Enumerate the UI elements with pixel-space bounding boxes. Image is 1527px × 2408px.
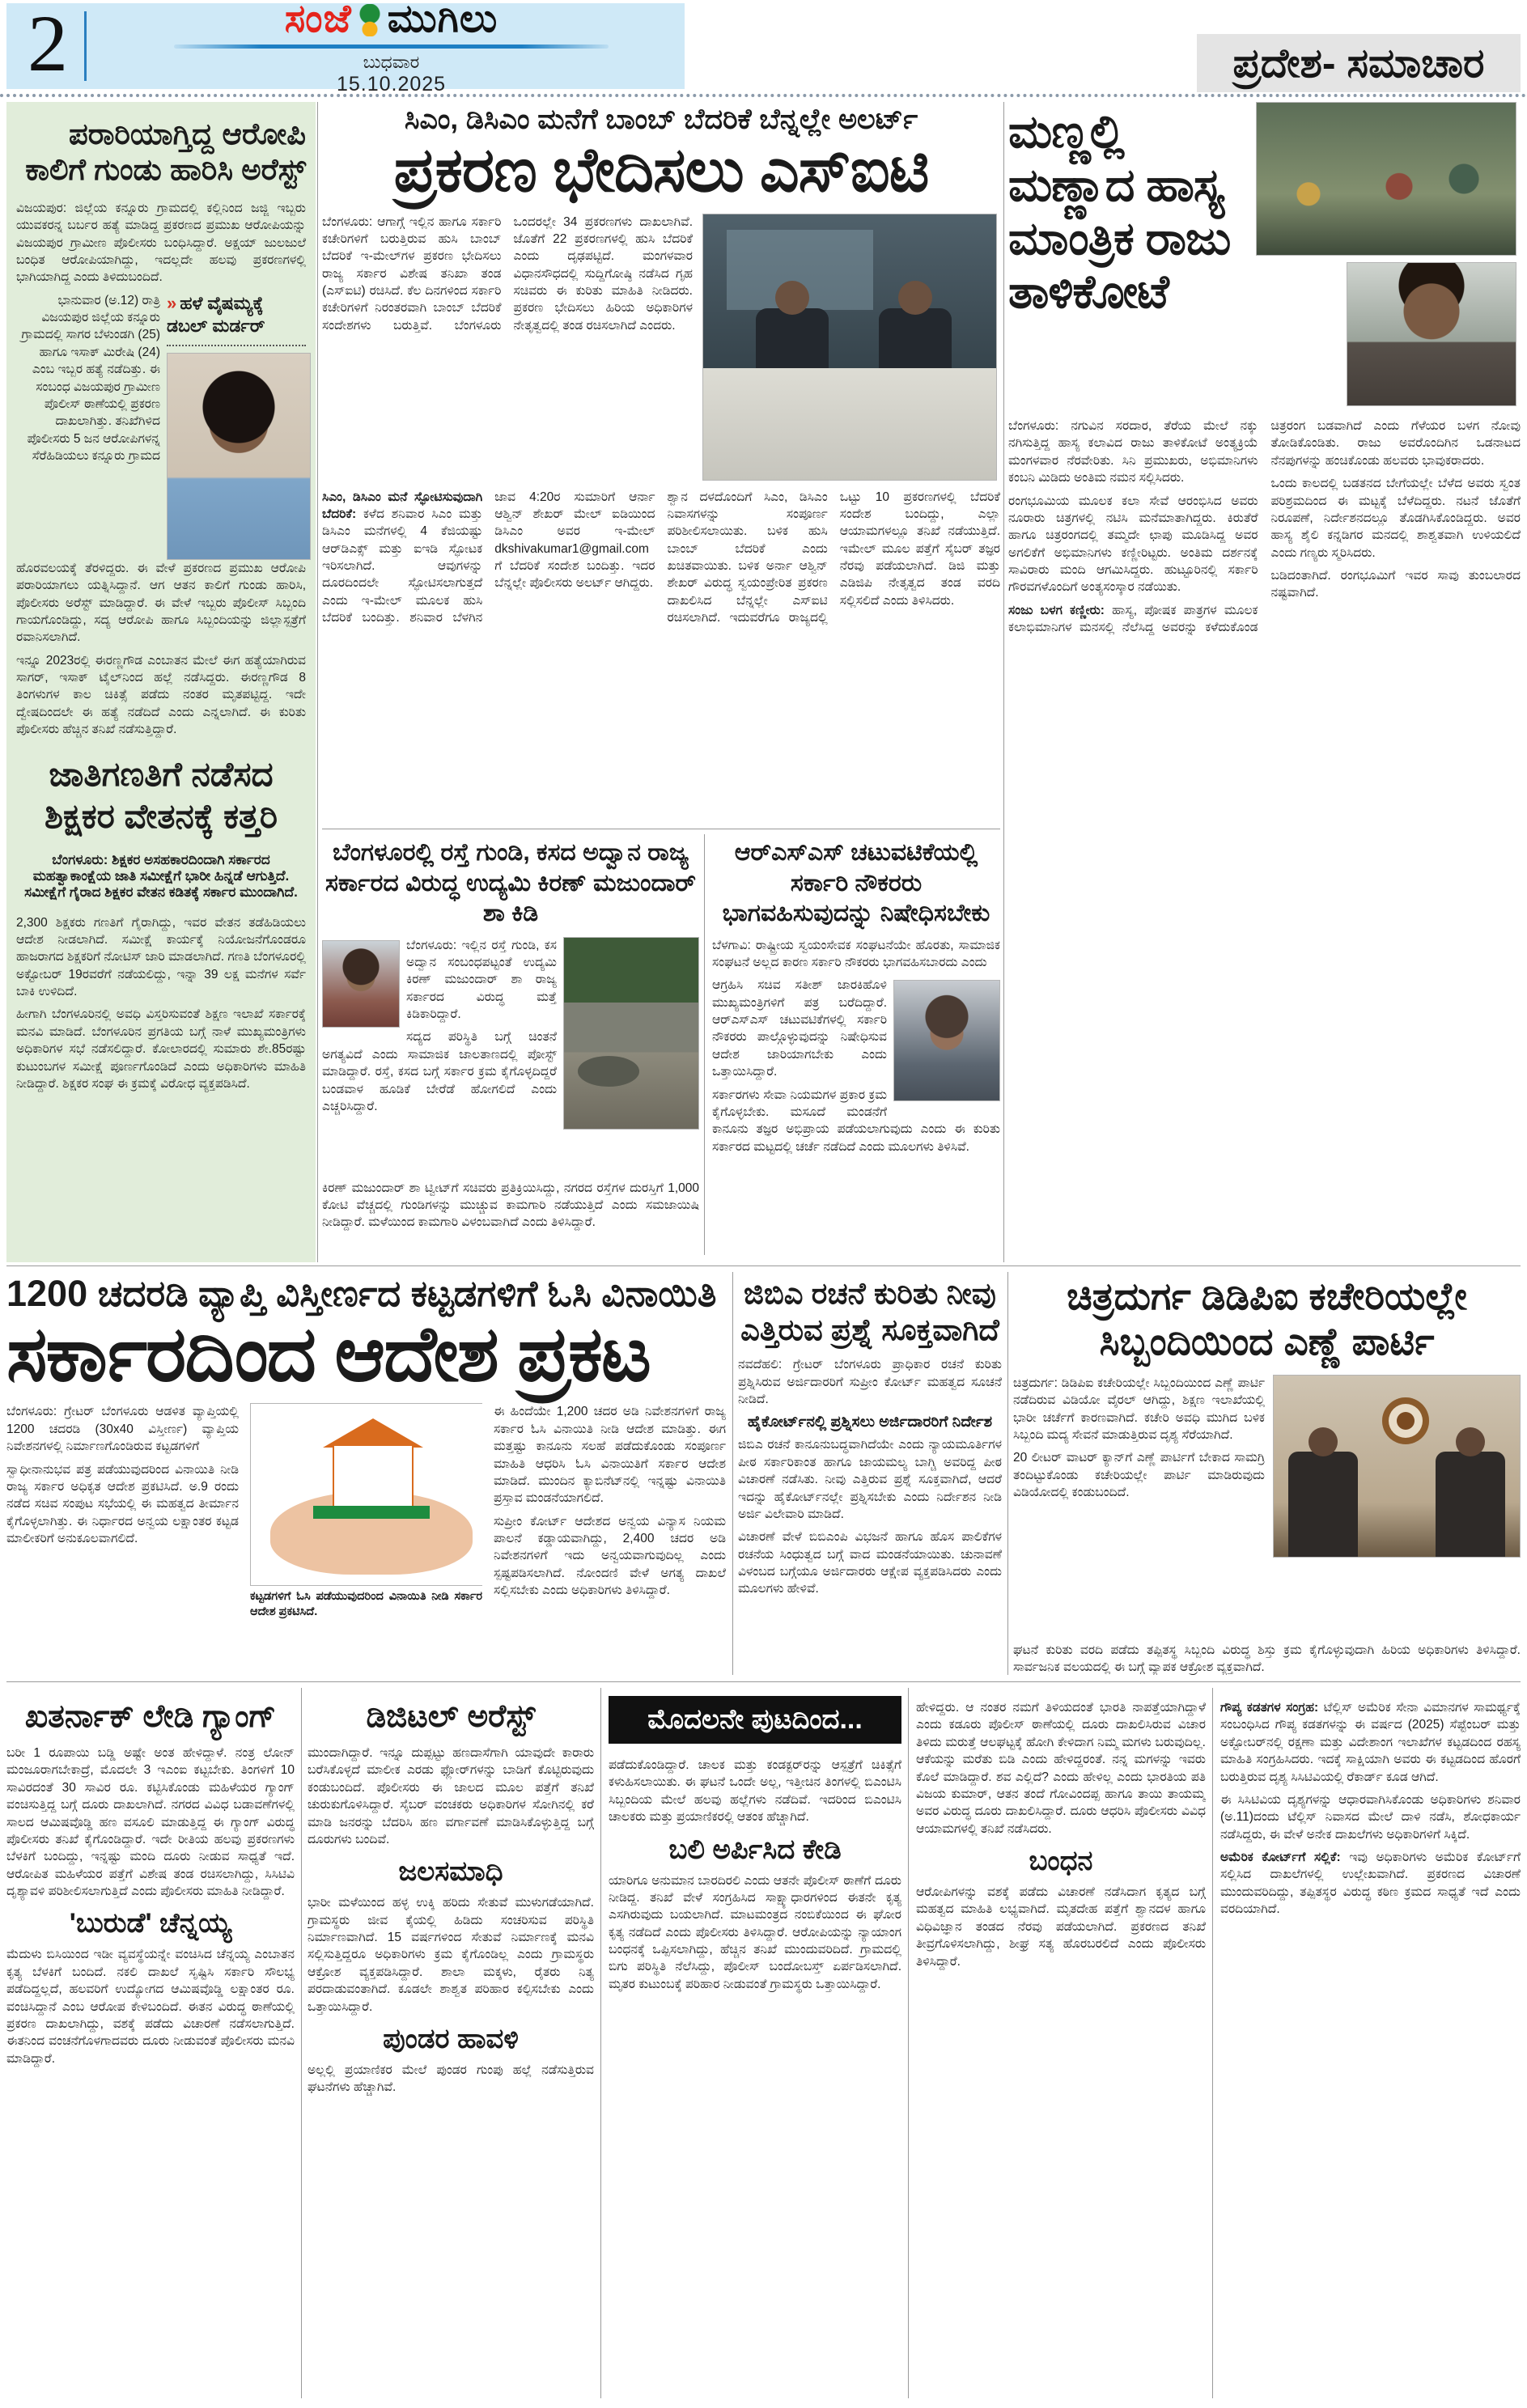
date: 15.10.2025 <box>336 72 447 95</box>
sit-intro-columns <box>322 214 693 481</box>
raju-photos <box>1256 102 1516 406</box>
d3-body1: 20 ಲೀಟರ್ ವಾಟರ್ ಕ್ಯಾನ್‌ಗೆ ಎಣ್ಣೆ ಪಾರ್ಟಿಗೆ ಬೇಕಾದ ಸಾಮಗ್ರಿ ತಂದಿಟ್ಟುಕೊಂಡು ಕಚೇರಿಯಲ್ಲೇ ಪಾರ್ಟಿ ಮಾಡಿರುವುದು ವಿಡಿಯೋದಲ್ಲಿ ಕಂಡುಬಂದಿದೆ. <box>1013 1451 1265 1500</box>
funeral-crowd-photo <box>1256 102 1516 256</box>
sit-body1-text: ಕಳೆದ ಶನಿವಾರ ಸಿಎಂ ಮತ್ತು ಡಿಸಿಎಂ ಮನೆಗಳಲ್ಲಿ 4 ಕೆಜಿಯಷ್ಟು ಆರ್‌ಡಿಎಕ್ಸ್ ಮತ್ತು ಐಇಡಿ ಸ್ಫೋಟಕ ಇರಿಸಲಾಗಿದೆ. ಆವುಗಳನ್ನು ದೂರದಿಂದಲೇ ಸ್ಫೋಟಿಸಲಾಗುತ್ತದೆ ಎಂದು ಇ-ಮೇಲ್ ಮೂಲಕ ಹುಸಿ ಬೆದರಿಕೆ ಬಂದಿತ್ತು. ಶನಿವಾರ ಬೆಳಗಿನ ಜಾವ 4:20ರ ಸುಮಾರಿಗೆ ಆರ್ನಾ ಆಶ್ವಿನ್ ಶೇಖರ್ ಮೇಲ್ ಐಡಿಯಿಂದ ಡಿಸಿಎಂ ಅವರ ಇ-ಮೇಲ್ dkshivakumar1@gmail.com ಗೆ ಬೆದರಿಕೆ ಸಂದೇಶ ಬಂದಿತ್ತು. ಇದರ ಬೆನ್ನಲ್ಲೇ ಪೊಲೀಸರು ಅಲರ್ಟ್ ಆಗಿದ್ದರು. <box>322 490 655 625</box>
e5-body3 <box>1220 1849 1521 1918</box>
section-label: ಪ್ರದೇಶ- ಸಮಾಚಾರ <box>1197 34 1521 92</box>
d1-col3 <box>494 1403 726 1670</box>
article-digital-arrest <box>308 1688 594 2398</box>
logo-underline <box>174 45 609 49</box>
sit-kicker: ಸಿಎಂ, ಡಿಸಿಎಂ ಮನೆಗೆ ಬಾಂಬ್ ಬೆದರಿಕೆ ಬೆನ್ನಲ್ಲೇ ಅಲರ್ಟ್ <box>404 104 918 135</box>
logo-word-black: ಮುಗಿಲು <box>387 0 498 40</box>
e3-body1: ಪಡೆದುಕೊಂಡಿದ್ದಾರೆ. ಚಾಲಕ ಮತ್ತು ಕಂಡಕ್ಟರ್‌ರನ್ನು ಆಸ್ಪತ್ರೆಗೆ ಚಿಕಿತ್ಸೆಗೆ ಕಳುಹಿಸಲಾಯಿತು. ಈ ಘಟನೆ ಒಂದೇ ಅಲ್ಲ, ಇತ್ತೀಚಿನ ತಿಂಗಳಲ್ಲಿ ಬಿಎಂಟಿಸಿ ಸಿಬ್ಬಂದಿಯ ಮೇಲೆ ಹಲವು ಹಲ್ಲೆಗಳು ನಡೆದಿವೆ. ಇದರಿಂದ ಬಿಎಂಟಿಸಿ ಚಾಲಕರು ಮತ್ತು ಪ್ರಯಾಣಿಕರಲ್ಲಿ ಆತಂಕ ಹೆಚ್ಚಾಗಿದೆ. <box>609 1758 901 1825</box>
e2-body1: ಮುಂದಾಗಿದ್ದಾರೆ. ಇನ್ನೂ ದುಪ್ಪಟ್ಟು ಹಣದಾಸೆಗಾಗಿ ಯಾವುದೇ ಕಾರಾರು ಬರೆಸಿಕೊಳ್ಳದೆ ಮಾಲೀಕ ಎರಡು ಫ್ಲೋರ್‌ಗಳನ್ನು ಬಾಡಿಗೆ ಕೊಟ್ಟಿರುವುದು ಕಂಡುಬಂದಿದೆ. ಪೊಲೀಸರು ಈ ಜಾಲದ ಮೂಲ ಪತ್ತೆಗೆ ತನಿಖೆ ಚುರುಕುಗೊಳಿಸಿದ್ದಾರೆ. ಸೈಬರ್ ವಂಚಕರು ಅಧಿಕಾರಿಗಳ ಸೋಗಿನಲ್ಲಿ ಕರೆ ಮಾಡಿ ಜನರನ್ನು ಬೆದರಿಸಿ ಹಣ ವರ್ಗಾವಣೆ ಮಾಡಿಸಿಕೊಳ್ಳುತ್ತಿದ್ದ ಬಗ್ಗೆ ದೂರುಗಳು ಬಂದಿವೆ. <box>308 1746 594 1846</box>
a1-headline: ಪರಾರಿಯಾಗ್ತಿದ್ದ ಆರೋಪಿ ಕಾಲಿಗೆ ಗುಂಡು ಹಾರಿಸಿ ಅರೆಸ್ಟ್ <box>25 117 306 187</box>
column-rule <box>1007 1272 1008 1675</box>
d1-col2 <box>250 1403 482 1670</box>
d3-content <box>1013 1375 1521 1642</box>
palm-sunrise-icon <box>354 4 386 36</box>
b2-lead: ಬೆಂಗಳೂರು: ಇಲ್ಲಿನ ರಸ್ತೆ ಗುಂಡಿ, ಕಸ ಅದ್ವಾನ ಸಂಬಂಧಪಟ್ಟಂತೆ ಉದ್ಯಮಿ ಕಿರಣ್ ಮಜುಂದಾರ್ ಶಾ ರಾಜ್ಯ ಸರ್ಕಾರದ ವಿರುದ್ಧ ಮತ್ತೆ ಕಿಡಿಕಾರಿದ್ದಾರೆ. <box>406 938 557 1021</box>
a1-body1: ಭಾನುವಾರ (ಅ.12) ರಾತ್ರಿ ವಿಜಯಪುರ ಜಿಲ್ಲೆಯ ಕನ್ನೂರು ಗ್ರಾಮದಲ್ಲಿ ಸಾಗರ ಬೆಳುಂಡಗಿ (25) ಹಾಗೂ ಇಸಾಕ್ ಮಿರೇಷಿ (24) ಎಂಬ ಇಬ್ಬರ ಹತ್ಯೆ ನಡೆದಿತ್ತು. ಈ ಸಂಬಂಧ ವಿಜಯಪುರ ಗ್ರಾಮೀಣ ಪೊಲೀಸ್ ಠಾಣೆಯಲ್ಲಿ ಪ್ರಕರಣ ದಾಖಲಾಗಿತ್ತು. ತನಿಖೆಗಿಳಿದ ಪೊಲೀಸರು 5 ಜನ ಆರೋಪಿಗಳನ್ನ ಸೆರೆಹಿಡಿಯಲು ಕನ್ನೂರು ಗ್ರಾಮದ <box>21 293 160 464</box>
accused-portrait-photo <box>167 353 311 560</box>
column-rule <box>1003 102 1004 1262</box>
e5-body2: ಈ ಸಿಸಿಟಿವಿಯ ದೃಶ್ಯಗಳನ್ನು ಆಧಾರವಾಗಿಸಿಕೊಂಡು ಅಧಿಕಾರಿಗಳು ಶನಿವಾರ (ಅ.11)ದಂದು ಟೆಲ್ಲಿಸ್ ನಿವಾಸದ ಮೇಲೆ ದಾಳಿ ನಡೆಸಿ, ಶೋಧಕಾರ್ಯ ನಡೆಸಿದ್ದರು, ಈ ವೇಳೆ ಅನೇಕ ದಾಖಲೆಗಳು ಅಧಿಕಾರಿಗಳಿಗೆ ಸಿಕ್ಕಿದೆ. <box>1220 1792 1521 1842</box>
weekday: ಬುಧವಾರ <box>363 51 420 72</box>
pull-quote-text: ಹಳೆ ವೈಷಮ್ಯಕ್ಕೆ ಡಬಲ್ ಮರ್ಡರ್ <box>167 292 265 337</box>
page-number: 2 <box>28 0 68 88</box>
column-rule <box>704 834 705 1255</box>
newspaper-logo <box>98 0 685 96</box>
e3-subhead: ಬಲಿ ಅರ್ಪಿಸಿದ ಕೇಡಿ <box>668 1834 842 1865</box>
sit-intro: ಬೆಂಗಳೂರು: ಆಗಾಗ್ಗೆ ಇಲ್ಲಿನ ಹಾಗೂ ಸರ್ಕಾರಿ ಕಚೇರಿಗಳಿಗೆ ಬರುತ್ತಿರುವ ಹುಸಿ ಬಾಂಬ್ ಬೆದರಿಕೆ ಇ-ಮೇಲ್‌ಗಳ ಪ್ರಕರಣ ಭೇದಿಸಲು ರಾಜ್ಯ ಸರ್ಕಾರ ವಿಶೇಷ ತನಿಖಾ ತಂಡ (ಎಸ್‌ಐಟಿ) ರಚಿಸಿದೆ. ಕೆಲ ದಿನಗಳಿಂದ ಸರ್ಕಾರಿ ಕಚೇರಿಗಳಿಗೆ ನಿರಂತರವಾಗಿ ಬಾಂಬ್ ಬೆದರಿಕೆ ಸಂದೇಶಗಳು ಬರುತ್ತಿವೆ. ಬೆಂಗಳೂರು ಒಂದರಲ್ಲೇ 34 ಪ್ರಕರಣಗಳು ದಾಖಲಾಗಿವೆ. ಜೊತೆಗೆ 22 ಪ್ರಕರಣಗಳಲ್ಲಿ ಹುಸಿ ಬೆದರಿಕೆ ಎಂದು ದೃಢಪಟ್ಟಿದೆ. ಮಂಗಳವಾರ ವಿಧಾನಸೌಧದಲ್ಲಿ ಸುದ್ದಿಗೋಷ್ಠಿ ನಡೆಸಿದ ಗೃಹ ಸಚಿವರು ಈ ಕುರಿತು ಮಾಹಿತಿ ನೀಡಿದರು. ಪ್ರಕರಣ ಭೇದಿಸಲು ಹಿರಿಯ ಅಧಿಕಾರಿಗಳ ನೇತೃತ್ವದಲ್ಲಿ ತಂಡ ರಚಿಸಲಾಗಿದೆ ಎಂದರು. <box>322 214 693 333</box>
raju-headline: ಮಣ್ಣಲ್ಲಿ ಮಣ್ಣಾದ ಹಾಸ್ಯ ಮಾಂತ್ರಿಕ ರಾಜು ತಾಳಿಕೋಟೆ <box>1008 106 1231 319</box>
continued-from-page-one <box>609 1688 901 2398</box>
dcm-figure <box>756 308 829 368</box>
masthead-divider <box>84 11 87 81</box>
sit-body2: ಶ್ವಾನ ದಳದೊಂದಿಗೆ ಸಿಎಂ, ಡಿಸಿಎಂ ನಿವಾಸಗಳನ್ನು ಸಂಪೂರ್ಣ ಪರಿಶೀಲಿಸಲಾಯಿತು. ಬಳಿಕ ಹುಸಿ ಬಾಂಬ್ ಬೆದರಿಕೆ ಎಂದು ಖಚಿತವಾಯಿತು. ಬಳಿಕ ಅರ್ನಾ ಆಶ್ವಿನ್ ಶೇಖರ್ ವಿರುದ್ಧ ಸ್ವಯಂಪ್ರೇರಿತ ಪ್ರಕರಣ ದಾಖಲಿಸಿದ ಬೆನ್ನಲ್ಲೇ ಎಸ್‌ಐಟಿ ರಚಿಸಲಾಗಿದೆ. ಇದುವರೆಗೂ ರಾಜ್ಯದಲ್ಲಿ ಒಟ್ಟು 10 ಪ್ರಕರಣಗಳಲ್ಲಿ ಬೆದರಿಕೆ ಸಂದೇಶ ಬಂದಿದ್ದು, ಎಲ್ಲಾ ಆಯಾಮಗಳಲ್ಲೂ ತನಿಖೆ ನಡೆಯುತ್ತಿದೆ. ಇಮೇಲ್ ಮೂಲ ಪತ್ತೆಗೆ ಸೈಬರ್ ತಜ್ಞರ ನೆರವು ಪಡೆಯಲಾಗಿದೆ. ಡಿಜಿ ಮತ್ತು ಎಡಿಜಿಪಿ ನೇತೃತ್ವದ ತಂಡ ವರದಿ ಸಲ್ಲಿಸಲಿದೆ ಎಂದು ತಿಳಿಸಿದರು. <box>667 490 1000 625</box>
d1-headline: ಸರ್ಕಾರದಿಂದ ಆದೇಶ ಪ್ರಕಟ <box>6 1311 650 1397</box>
d1-body2: ಈ ಹಿಂದೆಯೇ 1,200 ಚದರ ಅಡಿ ನಿವೇಶನಗಳಿಗೆ ರಾಜ್ಯ ಸರ್ಕಾರ ಓಸಿ ವಿನಾಯಿತಿ ನೀಡಿ ಆದೇಶ ಮಾಡಿತ್ತು. ಈಗ ಮತ್ತಷ್ಟು ಕಾನೂನು ಸಲಹೆ ಪಡೆದುಕೊಂಡು ಸಂಪೂರ್ಣ ಮಾಹಿತಿ ಆಧರಿಸಿ ಓಸಿ ವಿನಾಯಿತಿಗೆ ಸರ್ಕಾರ ಆದೇಶ ಮಾಡಿದೆ. ಮುಂದಿನ ಕ್ಯಾಬಿನೆಟ್‌ನಲ್ಲಿ ಇನ್ನಷ್ಟು ವಿನಾಯಿತಿ ಪ್ರಸ್ತಾವ ಮಂಡನೆಯಾಗಲಿದೆ. <box>494 1405 726 1506</box>
b2-body2: ಕಿರಣ್ ಮಜುಂದಾರ್ ಶಾ ಟ್ವೀಟ್‌ಗೆ ಸಚಿವರು ಪ್ರತಿಕ್ರಿಯಿಸಿದ್ದು, ನಗರದ ರಸ್ತೆಗಳ ದುರಸ್ತಿಗೆ 1,000 ಕೋಟಿ ವೆಚ್ಚದಲ್ಲಿ ಗುಂಡಿಗಳನ್ನು ಮುಚ್ಚುವ ಕಾಮಗಾರಿ ನಡೆಯುತ್ತಿದೆ ಎಂದು ಸಮಜಾಯಿಷಿ ನೀಡಿದ್ದಾರೆ. ಮಳೆಯಿಂದ ಕಾಮಗಾರಿ ವಿಳಂಬವಾಗಿದೆ ಎಂದು ತಿಳಿಸಿದ್ದಾರೆ. <box>322 1181 699 1230</box>
e1-body2: ಮೆದುಳು ಬಿಸಿಯಿಂದ ಇಡೀ ವ್ಯವಸ್ಥೆಯನ್ನೇ ವಂಚಿಸಿದ ಚೆನ್ನಯ್ಯ ಎಂಬಾತನ ಕೃತ್ಯ ಬೆಳಕಿಗೆ ಬಂದಿದೆ. ನಕಲಿ ದಾಖಲೆ ಸೃಷ್ಟಿಸಿ ಸರ್ಕಾರಿ ಸೌಲಭ್ಯ ಪಡೆದಿದ್ದಲ್ಲದೆ, ಹಲವರಿಗೆ ಉದ್ಯೋಗದ ಆಮಿಷವೊಡ್ಡಿ ಲಕ್ಷಾಂತರ ರೂ. ವಂಚಿಸಿದ್ದಾನೆ ಎಂಬ ಆರೋಪ ಕೇಳಿಬಂದಿದೆ. ಈತನ ವಿರುದ್ಧ ಠಾಣೆಯಲ್ಲಿ ಪ್ರಕರಣ ದಾಖಲಾಗಿದ್ದು, ವಶಕ್ಕೆ ಪಡೆದು ವಿಚಾರಣೆ ನಡೆಸಲಾಗುತ್ತಿದೆ. ಈತನಿಂದ ವಂಚನೆಗೊಳಗಾದವರು ದೂರು ನೀಡುವಂತೆ ಪೊಲೀಸರು ಮನವಿ ಮಾಡಿದ್ದಾರೆ. <box>6 1948 295 2066</box>
e1-subhead: 'ಬುರುಡೆ' ಚೆನ್ನಯ್ಯ <box>69 1908 232 1940</box>
row-rule <box>6 1265 1521 1266</box>
b3-content <box>712 977 1000 1155</box>
staff-figure-right <box>1436 1452 1505 1557</box>
e3-body2: ಯಾರಿಗೂ ಅನುಮಾನ ಬಾರದಿರಲಿ ಎಂದು ಆತನೇ ಪೊಲೀಸ್ ಠಾಣೆಗೆ ದೂರು ನೀಡಿದ್ದ. ತನಿಖೆ ವೇಳೆ ಸಂಗ್ರಹಿಸಿದ ಸಾಕ್ಷ್ಯಾಧಾರಗಳಿಂದ ಈತನೇ ಕೃತ್ಯ ಎಸಗಿರುವುದು ಬಯಲಾಗಿದೆ. ಮಾಟಮಂತ್ರದ ನಂಬಿಕೆಯಿಂದ ಈ ಘೋರ ಕೃತ್ಯ ನಡೆದಿದೆ ಎಂದು ಪೊಲೀಸರು ತಿಳಿಸಿದ್ದಾರೆ. ಆರೋಪಿಯನ್ನು ನ್ಯಾಯಾಂಗ ಬಂಧನಕ್ಕೆ ಒಪ್ಪಿಸಲಾಗಿದ್ದು, ಹೆಚ್ಚಿನ ತನಿಖೆ ಮುಂದುವರಿದಿದೆ. ಗ್ರಾಮದಲ್ಲಿ ಬಿಗು ಪರಿಸ್ಥಿತಿ ನೆಲೆಸಿದ್ದು, ಪೊಲೀಸ್ ಬಂದೋಬಸ್ತ್ ಏರ್ಪಡಿಸಲಾಗಿದೆ. ಮೃತರ ಕುಟುಂಬಕ್ಕೆ ಪರಿಹಾರ ನೀಡುವಂತೆ ಗ್ರಾಮಸ್ಥರು ಒತ್ತಾಯಿಸಿದ್ದಾರೆ. <box>609 1873 901 1991</box>
d2-lead: ನವದೆಹಲಿ: ಗ್ರೇಟರ್ ಬೆಂಗಳೂರು ಪ್ರಾಧಿಕಾರ ರಚನೆ ಕುರಿತು ಪ್ರಶ್ನಿಸಿರುವ ಅರ್ಜಿದಾರರಿಗೆ ಸುಪ್ರೀಂ ಕೋರ್ಟ್ ಮಹತ್ವದ ಸೂಚನೆ ನೀಡಿದೆ. <box>738 1358 1002 1406</box>
d2-body1: ಜಿಬಿಎ ರಚನೆ ಕಾನೂನುಬದ್ಧವಾಗಿದೆಯೇ ಎಂದು ನ್ಯಾಯಮೂರ್ತಿಗಳ ಪೀಠ ಸರ್ಕಾರಿಕಾಂತ ಹಾಗೂ ಜಾಯಮಲ್ಯ ಬಾಗ್ಚಿ ಅವರಿದ್ದ ಪೀಠ ವಿಚಾರಣೆ ನಡೆಸಿತು. ನೀವು ಎತ್ತಿರುವ ಪ್ರಶ್ನೆ ಸೂಕ್ತವಾಗಿದೆ, ಆದರೆ ಇದನ್ನು ಹೈಕೋರ್ಟ್‌ನಲ್ಲೇ ಪ್ರಶ್ನಿಸಬೇಕು ಎಂದು ನಿರ್ದೇಶನ ನೀಡಿ ಅರ್ಜಿ ವಿಲೇವಾರಿ ಮಾಡಿದೆ. <box>738 1438 1002 1521</box>
sit-runin: ಸಿಎಂ, ಡಿಸಿಎಂ ಮನೆ ಸ್ಫೋಟಿಸುವುದಾಗಿ ಬೆದರಿಕೆ: <box>322 490 483 521</box>
e2-subhead2: ಪುಂಡರ ಹಾವಳಿ <box>383 2023 519 2054</box>
continued-column-tellis <box>1220 1688 1521 2398</box>
house-in-hands-illustration <box>250 1403 482 1586</box>
raju-body2-text: ಹಾಸ್ಯ, ಪೋಷಕ ಪಾತ್ರಗಳ ಮೂಲಕ ಕಲಾಭಿಮಾನಿಗಳ ಮನಸಲ್ಲಿ ನೆಲೆಸಿದ್ದ ಅವರನ್ನು ಕಳೆದುಕೊಂಡ ಚಿತ್ರರಂಗ ಬಡವಾಗಿದೆ ಎಂದು ಗೆಳೆಯರ ಬಳಗ ನೋವು ತೋಡಿಕೊಂಡಿತು. ರಾಜು ಅವರೊಂದಿಗಿನ ಒಡನಾಟದ ನೆನಪುಗಳನ್ನು ಹಂಚಿಕೊಂಡು ಹಲವರು ಭಾವುಕರಾದರು. <box>1008 419 1521 635</box>
house-base-shape <box>313 1506 429 1519</box>
article-rss-ban <box>712 829 1000 1261</box>
b2-body1: ಸದ್ಯದ ಪರಿಸ್ಥಿತಿ ಬಗ್ಗೆ ಚಿಂತನೆ ಅಗತ್ಯವಿದೆ ಎಂದು ಸಾಮಾಜಿಕ ಜಾಲತಾಣದಲ್ಲಿ ಪೋಸ್ಟ್ ಮಾಡಿದ್ದಾರೆ. ರಸ್ತೆ, ಕಸದ ಬಗ್ಗೆ ಸರ್ಕಾರ ಕ್ರಮ ಕೈಗೊಳ್ಳದಿದ್ದರೆ ಬಂಡವಾಳ ಹೂಡಿಕೆ ಬೇರೆಡೆ ಹೋಗಲಿದೆ ಎಂದು ಎಚ್ಚರಿಸಿದ್ದಾರೆ. <box>322 1030 557 1113</box>
e2-subhead1: ಜಲಸಮಾಧಿ <box>398 1856 503 1888</box>
colB-lower <box>322 829 1000 1261</box>
a1-right-rail <box>167 292 306 560</box>
sit-headline: ಪ್ರಕರಣ ಭೇದಿಸಲು ಎಸ್‌ಐಟಿ <box>393 136 929 205</box>
e5-body1 <box>1220 1699 1521 1786</box>
column-rule <box>1212 1688 1213 2398</box>
sit-body1 <box>322 489 655 627</box>
e5-body1-text: ಟೆಲ್ಲಿಸ್ ಅಮೆರಿಕ ಸೇನಾ ವಿಮಾನಗಳ ಸಾಮರ್ಥ್ಯಕ್ಕೆ ಸಂಬಂಧಿಸಿದ ಗೌಪ್ಯ ಕಡತಗಳನ್ನು ಈ ವರ್ಷದ (2025) ಸೆಪ್ಟೆಂಬರ್ ಮತ್ತು ಅಕ್ಟೋಬರ್‌ನಲ್ಲಿ ರಕ್ಷಣಾ ಮತ್ತು ವಿದೇಶಾಂಗ ಇಲಾಖೆಗಳ ಕಟ್ಟಡದಿಂದ ರಹಸ್ಯ ಮಾಹಿತಿ ಸಂಗ್ರಹಿಸಿದರು. ಇದಕ್ಕೆ ಸಾಕ್ಷಿಯಾಗಿ ಅವರು ಈ ಕಟ್ಟಡದಿಂದ ಹೊರಗೆ ಬರುತ್ತಿರುವ ದೃಶ್ಯ ಸಿಸಿಟಿವಿಯಲ್ಲಿ ರೆಕಾರ್ಡ್ ಕೂಡ ಆಗಿದೆ. <box>1220 1701 1521 1784</box>
wall-clock-shape <box>1382 1397 1429 1444</box>
pull-quote <box>167 292 306 346</box>
d2-subhead: ಹೈಕೋರ್ಟ್‌ನಲ್ಲಿ ಪ್ರಶ್ನಿಸಲು ಅರ್ಜಿದಾರರಿಗೆ ನಿರ್ದೇಶ <box>747 1414 993 1431</box>
d1-kicker: 1200 ಚದರಡಿ ವ್ಯಾಪ್ತಿ ವಿಸ್ತೀರ್ಣದ ಕಟ್ಟಡಗಳಿಗೆ ಓಸಿ ವಿನಾಯಿತಿ <box>6 1273 717 1314</box>
article-ddpi-office-party <box>1013 1272 1521 1675</box>
minister-portrait-photo <box>893 980 1000 1101</box>
column-rule <box>600 1688 601 2398</box>
e5-body3-text: ಇವು ಅಧಿಕಾರಿಗಳು ಅಮೆರಿಕ ಕೋರ್ಟ್‌ಗೆ ಸಲ್ಲಿಸಿದ ದಾಖಲೆಗಳಲ್ಲಿ ಉಲ್ಲೇಖವಾಗಿದೆ. ಪ್ರಕರಣದ ವಿಚಾರಣೆ ಮುಂದುವರಿದಿದ್ದು, ತಪ್ಪಿತಸ್ಥರ ವಿರುದ್ಧ ಕಠಿಣ ಕ್ರಮದ ಸಾಧ್ಯತೆ ಇದೆ ಎಂದು ವರದಿಯಾಗಿದೆ. <box>1220 1851 1521 1917</box>
header-rule <box>0 94 1527 97</box>
pull-quote-marker-icon: » <box>167 292 177 313</box>
logo-title <box>98 0 685 42</box>
article-oc-exemption <box>6 1272 727 1675</box>
press-conference-photo <box>702 214 997 481</box>
kiran-shaw-portrait-photo <box>322 940 400 1028</box>
e4-body2: ಆರೋಪಿಗಳನ್ನು ವಶಕ್ಕೆ ಪಡೆದು ವಿಚಾರಣೆ ನಡೆಸಿದಾಗ ಕೃತ್ಯದ ಬಗ್ಗೆ ಮಹತ್ವದ ಮಾಹಿತಿ ಲಭ್ಯವಾಗಿದೆ. ಮೃತದೇಹ ಪತ್ತೆಗೆ ಶ್ವಾನದಳ ಹಾಗೂ ವಿಧಿವಿಜ್ಞಾನ ತಂಡದ ನೆರವು ಪಡೆಯಲಾಗಿದೆ. ಪ್ರಕರಣದ ತನಿಖೆ ತೀವ್ರಗೊಳಿಸಲಾಗಿದ್ದು, ಶೀಘ್ರ ಸತ್ಯ ಹೊರಬರಲಿದೆ ಎಂದು ಪೊಲೀಸರು ತಿಳಿಸಿದ್ದಾರೆ. <box>916 1885 1206 1969</box>
a2-body1: 2,300 ಶಿಕ್ಷಕರು ಗಣತಿಗೆ ಗೈರಾಗಿದ್ದು, ಇವರ ವೇತನ ತಡೆಹಿಡಿಯಲು ಆದೇಶ ನೀಡಲಾಗಿದೆ. ಸಮೀಕ್ಷೆ ಕಾರ್ಯಕ್ಕೆ ನಿಯೋಜನೆಗೊಂಡರೂ ಹಾಜರಾಗದ ಶಿಕ್ಷಕರಿಗೆ ನೋಟಿಸ್ ಜಾರಿ ಮಾಡಲಾಗಿದೆ. ಗಣತಿ ಬೆಂಗಳೂರಲ್ಲಿ ಅಕ್ಟೋಬರ್ 19ರವರೆಗೆ ನಡೆಯಲಿದ್ದು, ಇನ್ನಾ 39 ಲಕ್ಷ ಮನೆಗಳ ಸರ್ವೆ ಬಾಕಿ ಉಳಿದಿದೆ. <box>16 915 306 999</box>
office-party-photo <box>1273 1375 1521 1558</box>
d2-body2: ವಿಚಾರಣೆ ವೇಳೆ ಬಿಬಿಎಂಪಿ ವಿಭಜನೆ ಹಾಗೂ ಹೊಸ ಪಾಲಿಕೆಗಳ ರಚನೆಯ ಸಿಂಧುತ್ವದ ಬಗ್ಗೆ ವಾದ ಮಂಡನೆಯಾಯಿತು. ಚುನಾವಣೆ ವಿಳಂಬದ ಬಗ್ಗೆಯೂ ಅರ್ಜಿದಾರರು ಆಕ್ಷೇಪ ವ್ಯಕ್ತಪಡಿಸಿದರು ಎಂದು ಮೂಲಗಳು ಹೇಳಿವೆ. <box>738 1530 1002 1596</box>
raju-runin: ಸಂಜು ಬಳಗ ಕಣ್ಣೀರು: <box>1008 603 1105 617</box>
article-raju-talikote <box>1008 102 1521 1262</box>
continued-column-bharati <box>916 1688 1206 2398</box>
b3-body1: ಆಗ್ರಹಿಸಿ ಸಚಿವ ಸತೀಶ್ ಜಾರಕಿಹೊಳಿ ಮುಖ್ಯಮಂತ್ರಿಗಳಿಗೆ ಪತ್ರ ಬರೆದಿದ್ದಾರೆ. ಆರ್‌ಎಸ್‌ಎಸ್ ಚಟುವಟಿಕೆಗಳಲ್ಲಿ ಸರ್ಕಾರಿ ನೌಕರರು ಪಾಲ್ಗೊಳ್ಳುವುದನ್ನು ನಿಷೇಧಿಸುವ ಆದೇಶ ಜಾರಿಯಾಗಬೇಕು ಎಂದು ಒತ್ತಾಯಿಸಿದ್ದಾರೆ. <box>712 978 887 1079</box>
b2-headline: ಬೆಂಗಳೂರಲ್ಲಿ ರಸ್ತೆ ಗುಂಡಿ, ಕಸದ ಅದ್ವಾನ ರಾಜ್ಯ ಸರ್ಕಾರದ ವಿರುದ್ಧ ಉದ್ಯಮಿ ಕಿರಣ್ ಮಜುಂದಾರ್ ಶಾ ಕಿಡಿ <box>324 839 697 926</box>
pothole-road-photo <box>563 937 699 1130</box>
article-lady-gang <box>6 1688 295 2398</box>
raju-body3: ಒಂದು ಕಾಲದಲ್ಲಿ ಬಡತನದ ಬೇಗೆಯಲ್ಲೇ ಬೆಳೆದ ಅವರು ಸ್ವಂತ ಪರಿಶ್ರಮದಿಂದ ಈ ಮಟ್ಟಕ್ಕೆ ಬೆಳೆದಿದ್ದರು. ನಟನೆ ಜೊತೆಗೆ ನಿರೂಪಣೆ, ನಿರ್ದೇಶನದಲ್ಲೂ ತೊಡಗಿಸಿಕೊಂಡಿದ್ದರು. ಅವರ ಹಾಸ್ಯ ಶೈಲಿ ಕನ್ನಡಿಗರ ಮನದಲ್ಲಿ ಶಾಶ್ವತವಾಗಿ ಉಳಿಯಲಿದೆ ಎಂದು ಗಣ್ಯರು ಸ್ಮರಿಸಿದರು. <box>1270 477 1521 560</box>
e5-runin2: ಅಮೆರಿಕ ಕೋರ್ಟ್‌ಗೆ ಸಲ್ಲಿಕೆ: <box>1220 1851 1341 1864</box>
a1-body-left <box>16 292 160 560</box>
e5-runin1: ಗೌಪ್ಯ ಕಡತಗಳ ಸಂಗ್ರಹ: <box>1220 1701 1319 1715</box>
e4-subhead: ಬಂಧನ <box>1029 1846 1093 1876</box>
masthead <box>6 0 685 95</box>
a2-headline: ಜಾತಿಗಣತಿಗೆ ನಡೆಸದ ಶಿಕ್ಷಕರ ವೇತನಕ್ಕೆ ಕತ್ತರಿ <box>44 754 278 836</box>
column-rule <box>301 1688 302 2398</box>
raju-body1: ರಂಗಭೂಮಿಯ ಮೂಲಕ ಕಲಾ ಸೇವೆ ಆರಂಭಿಸಿದ ಅವರು ನೂರಾರು ಚಿತ್ರಗಳಲ್ಲಿ ನಟಿಸಿ ಮನೆಮಾತಾಗಿದ್ದರು. ಕಿರುತೆರೆ ಹಾಗೂ ಚಿತ್ರರಂಗದಲ್ಲಿ ತಮ್ಮದೇ ಛಾಪು ಮೂಡಿಸಿದ್ದ ಅವರ ಅಗಲಿಕೆಗೆ ಅಭಿಮಾನಿಗಳು ಕಣ್ಣೀರಿಟ್ಟರು. ಅಂತಿಮ ದರ್ಶನಕ್ಕೆ ಸಾವಿರಾರು ಮಂದಿ ಆಗಮಿಸಿದ್ದರು. ಹುಟ್ಟೂರಿನಲ್ಲಿ ಸರ್ಕಾರಿ ಗೌರವಗಳೊಂದಿಗೆ ಅಂತ್ಯಸಂಸ್ಕಾರ ನಡೆಯಿತು. <box>1008 494 1258 595</box>
column-rule <box>908 1688 909 2398</box>
a1-lead: ವಿಜಯಪುರ: ಜಿಲ್ಲೆಯ ಕನ್ನೂರು ಗ್ರಾಮದಲ್ಲಿ ಕಲ್ಲಿನಿಂದ ಜಜ್ಜಿ ಇಬ್ಬರು ಯುವಕರನ್ನ ಬರ್ಬರ ಹತ್ಯೆ ಮಾಡಿದ್ದ ಪ್ರಕರಣದ ಪ್ರಮುಖ ಆರೋಪಿಯನ್ನು ವಿಜಯಪುರ ಗ್ರಾಮೀಣ ಪೊಲೀಸರು ಬಂಧಿಸಿದ್ದಾರೆ. ಅಕ್ಷಯ್ ಜುಲಜುಲೆ ಬಂಧಿತ ಆರೋಪಿಯಾಗಿದ್ದು, ಇದಲ್ಲದೇ ಹಲವು ಪ್ರಕರಣಗಳಲ್ಲಿ ಭಾಗಿಯಾಗಿದ್ದ ಎಂದು ತಿಳಿದುಬಂದಿದೆ. <box>16 201 306 285</box>
d3-text-col <box>1013 1375 1265 1642</box>
e2-body3: ಅಲ್ಲಲ್ಲಿ ಪ್ರಯಾಣಿಕರ ಮೇಲೆ ಪುಂಡರ ಗುಂಪು ಹಲ್ಲೆ ನಡೆಸುತ್ತಿರುವ ಘಟನೆಗಳು ಹೆಚ್ಚಾಗಿವೆ. <box>308 2062 594 2095</box>
d3-headline: ಚಿತ್ರದುರ್ಗ ಡಿಡಿಪಿಐ ಕಚೇರಿಯಲ್ಲೇ ಸಿಬ್ಬಂದಿಯಿಂದ ಎಣ್ಣೆ ಪಾರ್ಟಿ <box>1067 1274 1467 1363</box>
a2-lead: ಬೆಂಗಳೂರು: ಶಿಕ್ಷಕರ ಅಸಹಕಾರದಿಂದಾಗಿ ಸರ್ಕಾರದ ಮಹತ್ವಾಕಾಂಕ್ಷೆಯ ಜಾತಿ ಸಮೀಕ್ಷೆಗೆ ಭಾರೀ ಹಿನ್ನಡೆ ಆಗುತ್ತಿದೆ. ಸಮೀಕ್ಷೆಗೆ ಗೈರಾದ ಶಿಕ್ಷಕರ ವೇತನ ಕಡಿತಕ್ಕೆ ಸರ್ಕಾರ ಮುಂದಾಗಿದೆ. <box>24 851 298 900</box>
a1-middle <box>16 292 306 560</box>
e1-body1: ಬರೀ 1 ರೂಪಾಯಿ ಬಡ್ಡಿ ಅಷ್ಟೇ ಅಂತ ಹೇಳಿದ್ದಾಳೆ. ನಂತ್ರ ಲೋನ್ ಮಂಜೂರಾಗಬೇಕಾದ್ರೆ, ಮೊದಲೇ 3 ಇಎಂಐ ಕಟ್ಟಬೇಕು. ತಿಂಗಳಿಗೆ 10 ಸಾವಿರದಂತೆ 30 ಸಾವಿರ ರೂ. ಕಟ್ಟಿಸಿಕೊಂಡು ಮಹಿಳೆಯರ ಗ್ಯಾಂಗ್ ವಂಚಿಸುತ್ತಿದ್ದ ಬಗ್ಗೆ ದೂರು ದಾಖಲಾಗಿದೆ. ನಗರದ ವಿವಿಧ ಬಡಾವಣೆಗಳಲ್ಲಿ ಸಾಲದ ಆಮಿಷವೊಡ್ಡಿ ಹಣ ವಸೂಲಿ ಮಾಡುತ್ತಿದ್ದ ಈ ಗ್ಯಾಂಗ್ ವಿರುದ್ಧ ಪೊಲೀಸರು ತನಿಖೆ ಕೈಗೊಂಡಿದ್ದಾರೆ. ಇದೇ ರೀತಿಯ ಹಲವು ಪ್ರಕರಣಗಳು ಬೆಳಕಿಗೆ ಬಂದಿದ್ದು, ಇನ್ನಷ್ಟು ಮಂದಿ ದೂರು ನೀಡುವ ಸಾಧ್ಯತೆ ಇದೆ. ಆರೋಪಿತ ಮಹಿಳೆಯರ ಪತ್ತೆಗೆ ವಿಶೇಷ ತಂಡ ರಚಿಸಲಾಗಿದ್ದು, ಸಿಸಿಟಿವಿ ದೃಶ್ಯಾವಳಿ ಪರಿಶೀಲಿಸಲಾಗುತ್ತಿದೆ ಎಂದು ಪೊಲೀಸರು ಮಾಹಿತಿ ನೀಡಿದ್ದಾರೆ. <box>6 1746 295 1898</box>
column-rule <box>317 102 318 1262</box>
sit-body-columns <box>322 489 1000 872</box>
b2-text-col <box>322 937 557 1180</box>
d1-body3: ಸುಪ್ರೀಂ ಕೋರ್ಟ್ ಆದೇಶದ ಅನ್ವಯ ವಿನ್ಯಾಸ ನಿಯಮ ಪಾಲನೆ ಕಡ್ಡಾಯವಾಗಿದ್ದು, 2,400 ಚದರ ಅಡಿ ನಿವೇಶನಗಳಿಗೆ ಇದು ಅನ್ವಯವಾಗುವುದಿಲ್ಲ ಎಂದು ಸ್ಪಷ್ಟಪಡಿಸಲಾಗಿದೆ. ನೋಂದಣಿ ವೇಳೆ ಅಗತ್ಯ ದಾಖಲೆ ಸಲ್ಲಿಸಬೇಕು ಎಂದು ಅಧಿಕಾರಿಗಳು ತಿಳಿಸಿದ್ದಾರೆ. <box>494 1514 726 1598</box>
e2-headline: ಡಿಜಿಟಲ್ ಅರೆಸ್ಟ್ <box>366 1699 536 1734</box>
a1-body2: ಹೊರವಲಯಕ್ಕೆ ತೆರಳಿದ್ದರು. ಈ ವೇಳೆ ಪ್ರಕರಣದ ಪ್ರಮುಖ ಆರೋಪಿ ಪರಾರಿಯಾಗಲು ಯತ್ನಿಸಿದ್ದಾನೆ. ಆಗ ಆತನ ಕಾಲಿಗೆ ಗುಂಡು ಹಾರಿಸಿ, ಪೊಲೀಸರು ಅರೆಸ್ಟ್ ಮಾಡಿದ್ದಾರೆ. ಈ ವೇಳೆ ಇಬ್ಬರು ಪೊಲೀಸ್ ಸಿಬ್ಬಂದಿ ಗಾಯಗೊಂಡಿದ್ದು, ಸದ್ಯ ಆರೋಪಿ ಹಾಗೂ ಸಿಬ್ಬಂದಿಯನ್ನು ಜಿಲ್ಲಾಸ್ಪತ್ರೆಗೆ ರವಾನಿಸಲಾಗಿದೆ. <box>16 561 306 645</box>
article-gba-supreme-court <box>738 1272 1002 1675</box>
d1-body <box>6 1403 727 1670</box>
house-body-shape <box>333 1444 413 1509</box>
b2-content <box>322 937 699 1180</box>
d3-lead: ಚಿತ್ರದುರ್ಗ: ಡಿಡಿಪಿಐ ಕಚೇರಿಯಲ್ಲೇ ಸಿಬ್ಬಂದಿಯಿಂದ ಎಣ್ಣೆ ಪಾರ್ಟಿ ನಡೆದಿರುವ ವಿಡಿಯೋ ವೈರಲ್ ಆಗಿದ್ದು, ಶಿಕ್ಷಣ ಇಲಾಖೆಯಲ್ಲಿ ಭಾರೀ ಚರ್ಚೆಗೆ ಕಾರಣವಾಗಿದೆ. ಕಚೇರಿ ಅವಧಿ ಮುಗಿದ ಬಳಿಕ ಸಿಬ್ಬಂದಿ ಮದ್ಯ ಸೇವನೆ ಮಾಡುತ್ತಿರುವ ದೃಶ್ಯ ಸೆರೆಯಾಗಿದೆ. <box>1013 1376 1265 1442</box>
d3-body2: ಘಟನೆ ಕುರಿತು ವರದಿ ಪಡೆದು ತಪ್ಪಿತಸ್ಥ ಸಿಬ್ಬಂದಿ ವಿರುದ್ಧ ಶಿಸ್ತು ಕ್ರಮ ಕೈಗೊಳ್ಳುವುದಾಗಿ ಹಿರಿಯ ಅಧಿಕಾರಿಗಳು ತಿಳಿಸಿದ್ದಾರೆ. ಸಾರ್ವಜನಿಕ ವಲಯದಲ್ಲಿ ಈ ಬಗ್ಗೆ ವ್ಯಾಪಕ ಆಕ್ರೋಶ ವ್ಯಕ್ತವಾಗಿದೆ. <box>1013 1643 1521 1675</box>
row-rule <box>6 1681 1521 1682</box>
column-rule <box>732 1272 733 1675</box>
article-kiran-shaw <box>322 829 699 1261</box>
e1-headline: ಖತರ್ನಾಕ್ ಲೇಡಿ ಗ್ಯಾಂಗ್ <box>24 1699 277 1734</box>
d2-headline: ಜಿಬಿಎ ರಚನೆ ಕುರಿತು ನೀವು ಎತ್ತಿರುವ ಪ್ರಶ್ನೆ ಸೂಕ್ತವಾಗಿದೆ <box>740 1277 999 1347</box>
b3-headline: ಆರ್‌ಎಸ್‌ಎಸ್ ಚಟುವಟಿಕೆಯಲ್ಲಿ ಸರ್ಕಾರಿ ನೌಕರರು ಭಾಗವಹಿಸುವುದನ್ನು ನಿಷೇಧಿಸಬೇಕು <box>722 839 990 926</box>
article-sit-bomb-threat <box>322 102 1000 1262</box>
d1-lead: ಬೆಂಗಳೂರು: ಗ್ರೇಟರ್ ಬೆಂಗಳೂರು ಆಡಳಿತ ವ್ಯಾಪ್ತಿಯಲ್ಲಿ 1200 ಚದರಡಿ (30x40 ವಿಸ್ತೀರ್ಣ) ವ್ಯಾಪ್ತಿಯ ನಿವೇಶನಗಳಲ್ಲಿ ನಿರ್ಮಾಣಗೊಂಡಿರುವ ಕಟ್ಟಡಗಳಿಗೆ <box>6 1405 239 1454</box>
sit-top-block <box>322 214 1000 481</box>
a1-body3: ಇನ್ನೂ 2023ರಲ್ಲಿ ಈರಣ್ಣಗೌಡ ಎಂಬಾತನ ಮೇಲೆ ಈಗ ಹತ್ಯೆಯಾಗಿರುವ ಸಾಗರ್, ಇಸಾಕ್ ಟೈಲ್‌ನಿಂದ ಹಲ್ಲೆ ನಡೆಸಿದ್ದರು. ಈರಣ್ಣಗೌಡ 8 ತಿಂಗಳುಗಳ ಕಾಲ ಚಿಕಿತ್ಸೆ ಪಡೆದು ನಂತರ ಮೃತಪಟ್ಟಿದ್ದ. ಇದೇ ದ್ವೇಷದಿಂದಲೇ ಈ ಹತ್ಯೆ ನಡೆದಿದೆ ಎಂದು ಎನ್ನಲಾಗಿದೆ. ಈ ಕುರಿತು ಪೊಲೀಸರು ಹೆಚ್ಚಿನ ತನಿಖೆ ನಡೆಸುತ್ತಿದ್ದಾರೆ. <box>16 653 306 737</box>
raju-body-columns <box>1008 418 1521 1251</box>
article-accused-shot-arrest <box>6 102 316 1262</box>
logo-word-red: ಸಂಜೆ <box>284 0 352 40</box>
b3-body2: ಸರ್ಕಾರಗಳು ಸೇವಾ ನಿಯಮಗಳ ಪ್ರಕಾರ ಕ್ರಮ ಕೈಗೊಳ್ಳಬೇಕು. ಮಸೂದೆ ಮಂಡನೆಗೆ ಕಾನೂನು ತಜ್ಞರ ಅಭಿಪ್ರಾಯ ಪಡೆಯಲಾಗುವುದು ಎಂದು ಈ ಕುರಿತು ಸರ್ಕಾರದ ಮಟ್ಟದಲ್ಲಿ ಚರ್ಚೆ ನಡೆದಿದೆ ಎಂದು ಮೂಲಗಳು ತಿಳಿಸಿವೆ. <box>712 1087 1000 1154</box>
e4-body1: ಹೇಳಿದ್ದರು. ಆ ನಂತರ ನಮಗೆ ತಿಳಿಯದಂತೆ ಭಾರತಿ ನಾಪತ್ತೆಯಾಗಿದ್ದಾಳೆ ಎಂದು ಕಡೂರು ಪೊಲೀಸ್ ಠಾಣೆಯಲ್ಲಿ ದೂರು ದಾಖಲಿಸಿರುವ ವಿಚಾರ ತಿಳಿದು ಮರುತ್ತೆ ಆಲಘಟ್ಟಕ್ಕೆ ಹೋಗಿ ಕೇಳಿದಾಗ ನಿಮ್ಮ ಮಗಳು ಬರುವುದಿಲ್ಲ. ಆಕೆಯನ್ನು ಮರೆತು ಬಿಡಿ ಎಂದು ಹೇಳಿದ್ದರಂತೆ. ನನ್ನ ಮಗಳನ್ನು ಇವರು ಕೊಲೆ ಮಾಡಿದ್ದಾರೆ. ಶವ ಎಲ್ಲಿದೆ? ಎಂದು ಹೇಳಿಲ್ಲ ಎಂದು ಭಾರತಿಯ ಪತಿ ವಿಜಯ ಕುಮಾರ್, ಆತನ ತಂದೆ ಗೋವಿಂದಪ್ಪ ಹಾಗೂ ತಾಯಿ ತಾಯಮ್ಮ ಅವರ ವಿರುದ್ಧ ದೂರು ದಾಖಲಿಸಿದ್ದಾರೆ. ದೂರು ಆಧರಿಸಿ ಪೊಲೀಸರು ವಿವಿಧ ಆಯಾಮಗಳಲ್ಲಿ ತನಿಖೆ ನಡೆಸಿದರು. <box>916 1701 1206 1836</box>
raju-lead: ಬೆಂಗಳೂರು: ನಗುವಿನ ಸರದಾರ, ತೆರೆಯ ಮೇಲೆ ನಕ್ಕು ನಗಿಸುತ್ತಿದ್ದ ಹಾಸ್ಯ ಕಲಾವಿದ ರಾಜು ತಾಳಿಕೋಟೆ ಅಂತ್ಯಕ್ರಿಯೆ ಮಂಗಳವಾರ ನೆರವೇರಿತು. ಸಿನಿ ಪ್ರಮುಖರು, ಅಭಿಮಾನಿಗಳು ಕಂಬನಿ ಮಿಡಿದು ಅಂತಿಮ ನಮನ ಸಲ್ಲಿಸಿದರು. <box>1008 419 1258 485</box>
d1-caption: ಕಟ್ಟಡಗಳಿಗೆ ಓಸಿ ಪಡೆಯುವುದರಿಂದ ವಿನಾಯಿತಿ ನೀಡಿ ಸರ್ಕಾರ ಆದೇಶ ಪ್ರಕಟಿಸಿದೆ. <box>250 1590 482 1619</box>
raju-top <box>1008 102 1521 406</box>
raju-portrait-photo <box>1347 262 1516 406</box>
raju-closing: ಬಡಿದಂತಾಗಿದೆ. ರಂಗಭೂಮಿಗೆ ಇವರ ಸಾವು ತುಂಬಲಾರದ ನಷ್ಟವಾಗಿದೆ. <box>1270 569 1521 600</box>
continued-banner: ಮೊದಲನೇ ಪುಟದಿಂದ... <box>609 1696 901 1744</box>
cm-figure <box>879 308 952 368</box>
e2-body2: ಭಾರೀ ಮಳೆಯಿಂದ ಹಳ್ಳ ಉಕ್ಕಿ ಹರಿದು ಸೇತುವೆ ಮುಳುಗಡೆಯಾಗಿದೆ. ಗ್ರಾಮಸ್ಥರು ಜೀವ ಕೈಯಲ್ಲಿ ಹಿಡಿದು ಸಂಚರಿಸುವ ಪರಿಸ್ಥಿತಿ ನಿರ್ಮಾಣವಾಗಿದೆ. 15 ವರ್ಷಗಳಿಂದ ಸೇತುವೆ ನಿರ್ಮಾಣಕ್ಕೆ ಮನವಿ ಸಲ್ಲಿಸುತ್ತಿದ್ದರೂ ಅಧಿಕಾರಿಗಳು ಕ್ರಮ ಕೈಗೊಂಡಿಲ್ಲ ಎಂದು ಗ್ರಾಮಸ್ಥರು ಆಕ್ರೋಶ ವ್ಯಕ್ತಪಡಿಸಿದ್ದಾರೆ. ಶಾಲಾ ಮಕ್ಕಳು, ರೈತರು ನಿತ್ಯ ಪರದಾಡುವಂತಾಗಿದೆ. ಕೂಡಲೇ ಶಾಶ್ವತ ಪರಿಹಾರ ಕಲ್ಪಿಸಬೇಕು ಎಂದು ಒತ್ತಾಯಿಸಿದ್ದಾರೆ. <box>308 1896 594 2014</box>
staff-figure-left <box>1288 1452 1358 1557</box>
b3-lead: ಬೆಳಗಾವಿ: ರಾಷ್ಟ್ರೀಯ ಸ್ವಯಂಸೇವಕ ಸಂಘಟನೆಯೇ ಹೊರತು, ಸಾಮಾಜಿಕ ಸಂಘಟನೆ ಅಲ್ಲದ ಕಾರಣ ಸರ್ಕಾರಿ ನೌಕರರು ಭಾಗವಹಿಸಬಾರದು ಎಂದು <box>712 938 1000 969</box>
d1-col1 <box>6 1403 239 1670</box>
a2-body2: ಹೀಗಾಗಿ ಬೆಂಗಳೂರಿನಲ್ಲಿ ಅವಧಿ ವಿಸ್ತರಿಸುವಂತೆ ಶಿಕ್ಷಣ ಇಲಾಖೆ ಸರ್ಕಾರಕ್ಕೆ ಮನವಿ ಮಾಡಿದೆ. ಬೆಂಗಳೂರಿನ ಪ್ರಗತಿಯ ಬಗ್ಗೆ ನಾಳೆ ಮುಖ್ಯಮಂತ್ರಿಗಳು ಅಧಿಕಾರಿಗಳ ಸಭೆ ನಡೆಸಲಿದ್ದಾರೆ. ಕೋಲಾರದಲ್ಲಿ ಸುಮಾರು ಶೇ.85ರಷ್ಟು ಕುಟುಂಬಗಳ ಸಮೀಕ್ಷೆ ಪೂರ್ಣಗೊಂಡಿದೆ ಎಂದು ಅಧಿಕಾರಿಗಳು ಮಾಹಿತಿ ನೀಡಿದ್ದಾರೆ. ಶಿಕ್ಷಕರ ಸಂಘ ಈ ಕ್ರಮಕ್ಕೆ ವಿರೋಧ ವ್ಯಕ್ತಪಡಿಸಿದೆ. <box>16 1007 306 1091</box>
d1-body1: ಸ್ವಾಧೀನಾನುಭವ ಪತ್ರ ಪಡೆಯುವುದರಿಂದ ವಿನಾಯಿತಿ ನೀಡಿ ರಾಜ್ಯ ಸರ್ಕಾರ ಅಧಿಕೃತ ಆದೇಶ ಪ್ರಕಟಿಸಿದೆ. ಅ.9 ರಂದು ನಡೆದ ಸಚಿವ ಸಂಪುಟ ಸಭೆಯಲ್ಲಿ ಈ ಮಹತ್ವದ ತೀರ್ಮಾನ ಕೈಗೊಳ್ಳಲಾಗಿತ್ತು. ಈ ನಿರ್ಧಾರದ ಅನ್ವಯ ಲಕ್ಷಾಂತರ ಕಟ್ಟಡ ಮಾಲೀಕರಿಗೆ ಅನುಕೂಲವಾಗಲಿದೆ. <box>6 1462 239 1546</box>
